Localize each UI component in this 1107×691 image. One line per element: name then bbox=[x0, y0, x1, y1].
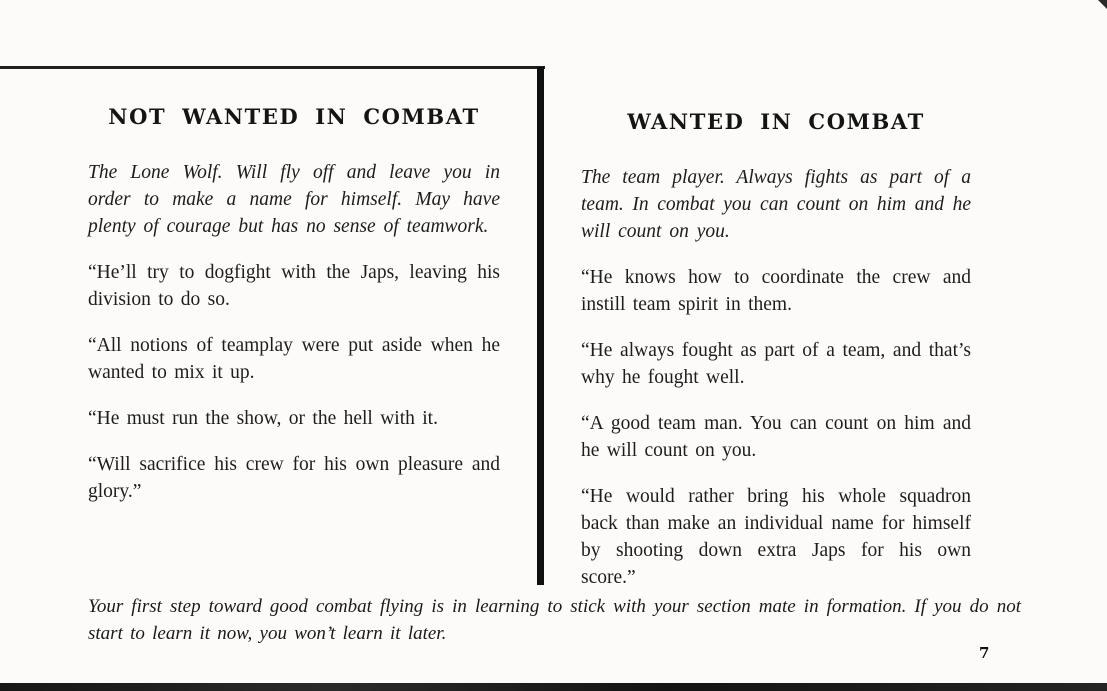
page-number: 7 bbox=[979, 644, 990, 662]
right-quote-paragraph: “He always fought as part of a team, and that’s why he fought well. bbox=[581, 340, 971, 388]
right-quote-paragraph: “He knows how to coordinate the crew and instill team spirit in them. bbox=[581, 267, 971, 315]
column-divider bbox=[537, 67, 544, 585]
right-column bbox=[581, 109, 971, 591]
right-column-title: WANTED IN COMBAT bbox=[627, 109, 925, 134]
left-quote-paragraph: “All notions of teamplay were put aside when he wanted to mix it up. bbox=[88, 335, 500, 383]
right-intro-paragraph: The team player. Always fights as part of a team. In combat you can count on him and he will count on you. bbox=[581, 167, 971, 242]
right-quote-paragraph: “He would rather bring his whole squadron back than make an individual name for himself by shooting down extra Japs for his own score.” bbox=[581, 486, 971, 588]
left-quote-paragraph: “He’ll try to dogfight with the Japs, leaving his division to do so. bbox=[88, 262, 500, 310]
scan-corner-artifact bbox=[1098, 0, 1107, 9]
left-intro-paragraph: The Lone Wolf. Will fly off and leave you in order to make a name for himself. May have plenty of courage but has no sense of teamwork. bbox=[88, 162, 500, 237]
left-quote-paragraph: “He must run the show, or the hell with it. bbox=[88, 408, 438, 429]
left-column-title: NOT WANTED IN COMBAT bbox=[108, 104, 480, 129]
right-quote-paragraph: “A good team man. You can count on him and he will count on you. bbox=[581, 413, 971, 461]
bottom-scan-edge bbox=[0, 683, 1107, 691]
footer-note: Your first step toward good combat flying is in learning to stick with your section mate in formation. If you do not start to learn it now, you won’t learn it later. bbox=[88, 596, 1021, 644]
top-rule bbox=[0, 66, 545, 69]
left-column bbox=[88, 104, 500, 505]
left-quote-paragraph: “Will sacrifice his crew for his own pleasure and glory.” bbox=[88, 454, 500, 502]
